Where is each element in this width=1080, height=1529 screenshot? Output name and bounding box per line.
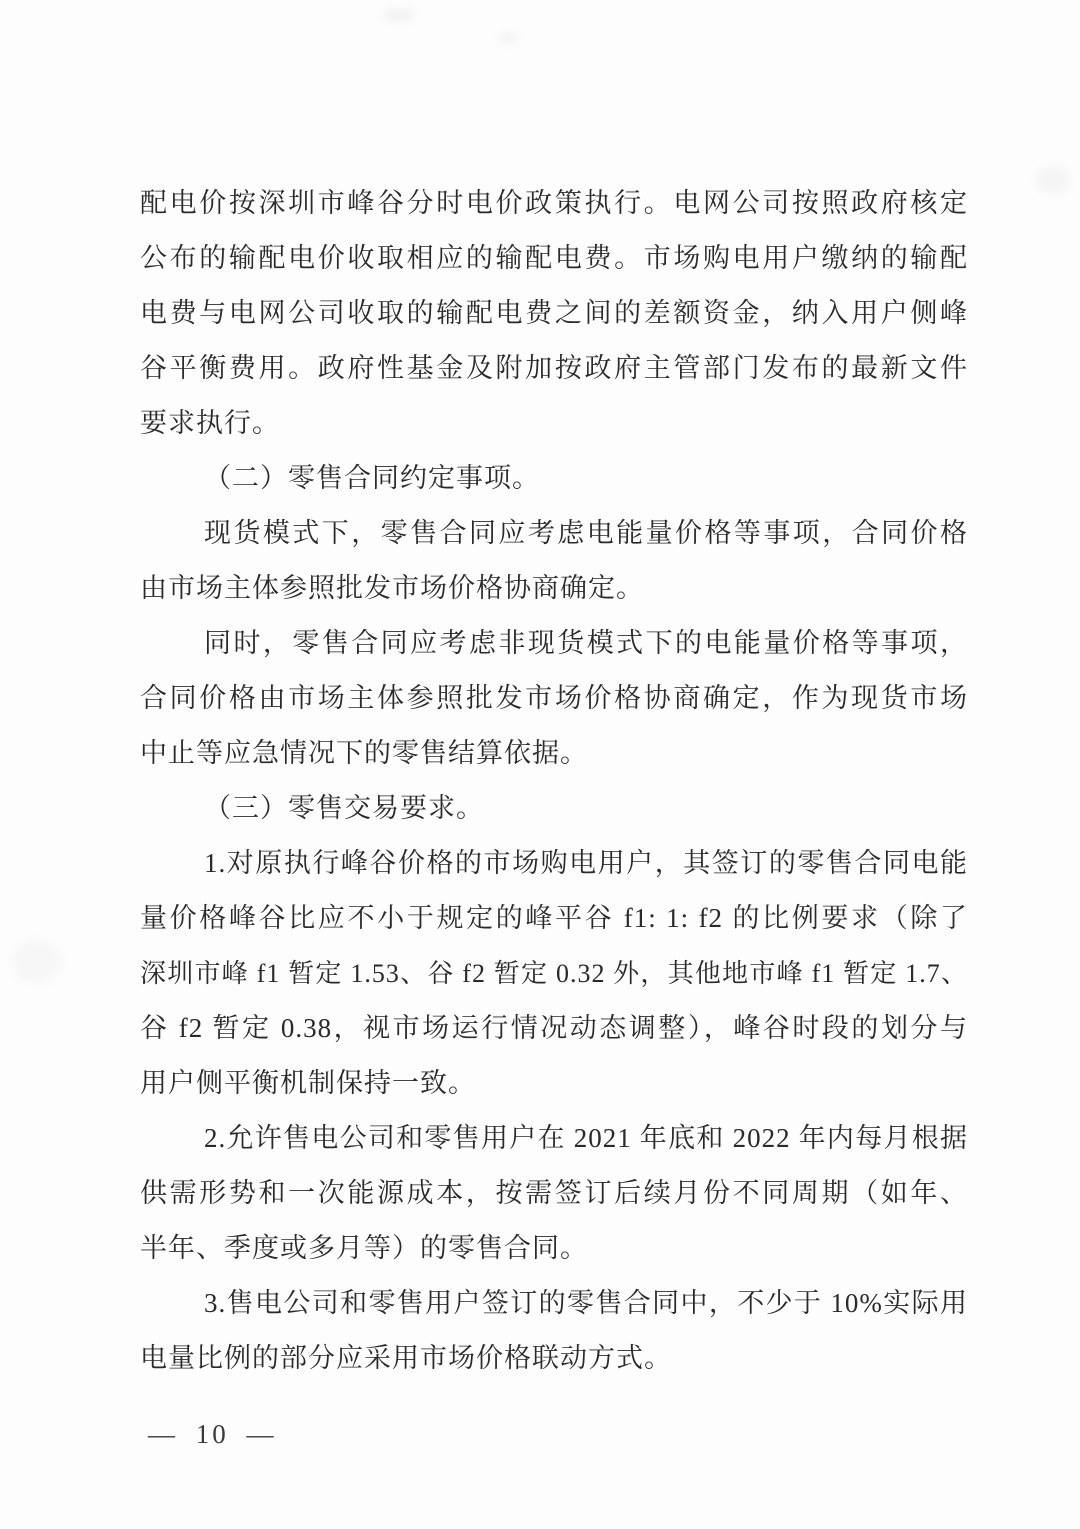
text-line: 谷 f2 暂定 0.38，视市场运行情况动态调整），峰谷时段的划分与 xyxy=(140,1013,968,1043)
text-line: 供需形势和一次能源成本，按需签订后续月份不同周期（如年、 xyxy=(140,1178,968,1208)
scan-artifact xyxy=(1036,166,1070,194)
page-number-label: — 10 — xyxy=(148,1419,277,1449)
text-line: 由市场主体参照批发市场价格协商确定。 xyxy=(140,573,644,603)
text-line: 同时，零售合同应考虑非现货模式下的电能量价格等事项， xyxy=(204,628,968,658)
text-line: 谷平衡费用。政府性基金及附加按政府主管部门发布的最新文件 xyxy=(140,353,968,383)
text-line: 3.售电公司和零售用户签订的零售合同中，不少于 10%实际用 xyxy=(204,1288,968,1318)
text-line: 现货模式下，零售合同应考虑电能量价格等事项，合同价格 xyxy=(204,518,968,548)
text-line: 中止等应急情况下的零售结算依据。 xyxy=(140,738,588,768)
text-line: （二）零售合同约定事项。 xyxy=(204,463,540,493)
scan-artifact xyxy=(498,32,520,44)
text-line: 要求执行。 xyxy=(140,408,280,438)
text-line: 2.允许售电公司和零售用户在 2021 年底和 2022 年内每月根据 xyxy=(204,1123,968,1153)
text-line: 公布的输配电价收取相应的输配电费。市场购电用户缴纳的输配 xyxy=(140,243,968,273)
text-line: 深圳市峰 f1 暂定 1.53、谷 f2 暂定 0.32 外，其他地市峰 f1 暂定 1.7、 xyxy=(140,959,968,988)
text-line: 电费与电网公司收取的输配电费之间的差额资金，纳入用户侧峰 xyxy=(140,298,968,328)
scan-artifact xyxy=(12,940,62,984)
page-number xyxy=(148,1412,277,1456)
text-line: 合同价格由市场主体参照批发市场价格协商确定，作为现货市场 xyxy=(140,683,968,713)
text-line: 配电价按深圳市峰谷分时电价政策执行。电网公司按照政府核定 xyxy=(140,188,968,218)
scan-artifact xyxy=(382,8,416,22)
text-line: 用户侧平衡机制保持一致。 xyxy=(140,1068,476,1098)
document-body xyxy=(140,176,968,1386)
text-line: 1.对原执行峰谷价格的市场购电用户，其签订的零售合同电能 xyxy=(204,848,968,878)
text-line: 量价格峰谷比应不小于规定的峰平谷 f1: 1: f2 的比例要求（除了 xyxy=(140,903,968,933)
text-line: 电量比例的部分应采用市场价格联动方式。 xyxy=(140,1343,672,1373)
text-line: 半年、季度或多月等）的零售合同。 xyxy=(140,1233,588,1263)
text-line: （三）零售交易要求。 xyxy=(204,793,484,823)
